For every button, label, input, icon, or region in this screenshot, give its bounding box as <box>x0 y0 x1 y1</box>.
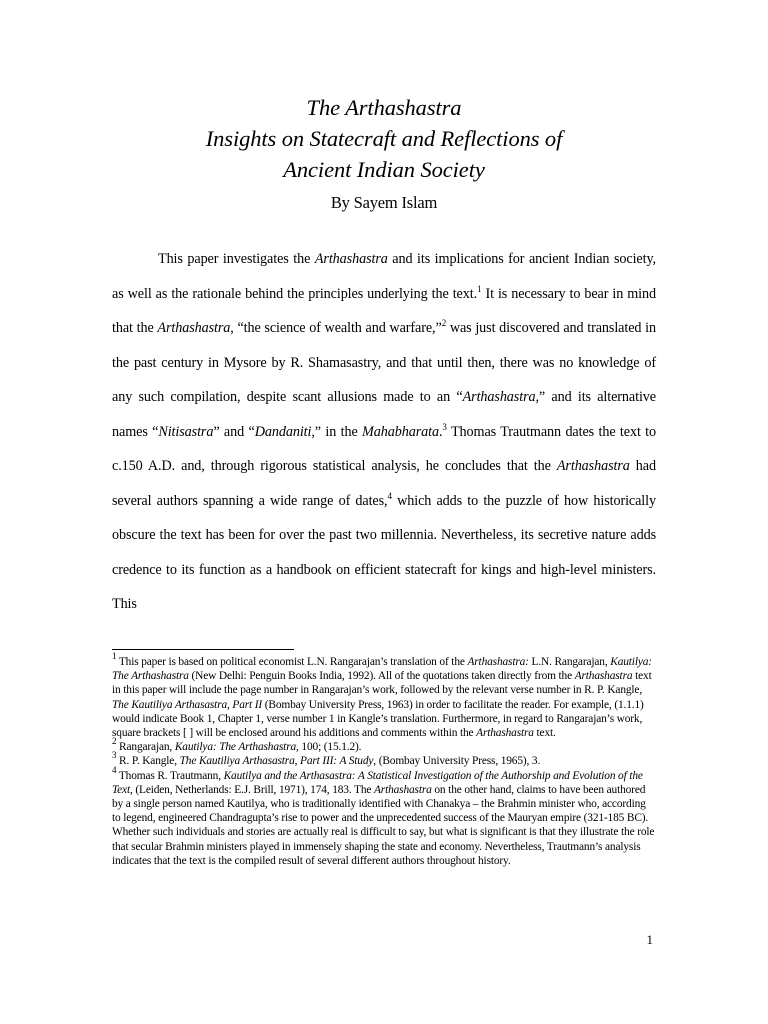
italic-term: Arthashastra <box>314 251 388 267</box>
footnote-italic: The Kautiliya Arthasastra, Part III: A Study <box>179 755 374 768</box>
footnote-2 <box>112 736 656 754</box>
footnote-text: Rangarajan, <box>116 741 175 754</box>
italic-term: Arthashastra <box>157 320 231 336</box>
footnote-number: 2 <box>112 736 117 747</box>
body-text-run: . <box>438 423 443 440</box>
body-text-run: ,” and its alternative names “ <box>112 389 656 440</box>
body-text-run: Thomas Trautmann dates the text to c.150 A.D. and, through rigorous statistical analysis, he concludes that the <box>112 423 657 474</box>
title-line-1: The Arthashastra <box>306 95 462 120</box>
footnote-text: on the other hand, claims to have been authored by a single person named Kautilya, who is traditionally identified with Chanakya – the Brahmin minister who, according to legend, engineered Chandragupta’s rise to power and the unprecedented success of the Mauryan empire (321-185 BC). Whether such individuals and stories are actually real is difficult to say, but what is significant is that they illustrate the role that secular Brahmin ministers played in immensely shaping the state and economy. Nevertheless, Trautmann’s analysis indicates that the text is the compiled result of several different authors throughout history. <box>112 783 655 867</box>
body-text-run: which adds to the puzzle of how historically obscure the text has been for over the past two millennia. Nevertheless, its secretive nature adds credence to its function as a handbook on efficient statecraft for kings and high-level ministers. This <box>112 492 656 612</box>
footnote-text: (New Delhi: Penguin Books India, 1992). All of the quotations taken directly from the <box>188 670 575 683</box>
footnote-text: L.N. Rangarajan, <box>528 656 611 668</box>
footnote-text: Thomas R. Trautmann, <box>116 769 224 782</box>
footnote-italic: Arthashastra: <box>467 656 529 668</box>
footnote-ref-2[interactable]: 2 <box>441 318 447 328</box>
italic-term: Mahabharata <box>362 423 439 440</box>
footnote-number: 1 <box>112 651 117 661</box>
italic-term: Dandaniti <box>254 423 312 440</box>
body-text-run: had several authors spanning a wide range of dates, <box>112 458 656 509</box>
italic-term: Arthashastra <box>556 458 630 474</box>
footnote-number: 4 <box>112 764 117 775</box>
footnote-italic: Arthashastra <box>373 783 432 796</box>
footnote-4 <box>112 764 656 868</box>
title-line-2: Insights on Statecraft and Reflections of <box>205 126 563 151</box>
body-text-run: , “the science of wealth and warfare,” <box>230 320 442 336</box>
body-text-run: was just discovered and translated in the past century in Mysore by R. Shamasastry, and that until then, there was no knowledge of any such compilation, despite scant allusions made to an “ <box>112 320 656 405</box>
paper-title <box>0 92 768 185</box>
footnote-italic: The Kautiliya Arthasastra, Part II <box>112 698 263 711</box>
footnote-text: R. P. Kangle, <box>116 755 180 768</box>
footnotes-section <box>112 651 656 868</box>
body-text-run: and its implications for ancient Indian society, as well as the rationale behind the principles underlying the text. <box>112 251 656 302</box>
footnote-italic: Arthashastra <box>476 727 534 740</box>
footnote-text: text in this paper will include the page number in Rangarajan’s work, followed by the relevant verse number in R. P. Kangle, <box>112 670 652 697</box>
title-line-3: Ancient Indian Society <box>283 157 485 182</box>
italic-term: Nitisastra <box>158 423 214 440</box>
footnote-ref-3[interactable]: 3 <box>442 421 447 432</box>
footnote-italic: Kautilya: The Arthashastra <box>174 741 297 754</box>
footnote-1 <box>112 651 656 740</box>
body-paragraph <box>112 242 656 622</box>
footnote-ref-4[interactable]: 4 <box>387 490 392 501</box>
author-byline: By Sayem Islam <box>330 193 438 212</box>
body-text-run: This paper investigates the <box>158 251 315 267</box>
footnote-ref-1[interactable]: 1 <box>477 283 482 294</box>
footnote-text: , 100; (15.1.2). <box>296 741 362 754</box>
footnote-number: 3 <box>112 750 117 761</box>
body-text-run: ” and “ <box>213 423 255 440</box>
footnote-text: , (Leiden, Netherlands: E.J. Brill, 1971), 174, 183. The <box>129 783 374 796</box>
footnote-3 <box>112 750 656 768</box>
footnote-text: (Bombay University Press, 1963) in order to facilitate the reader. For example, (1.1.1) would indicate Book 1, Chapter 1, verse number 1 in Kangle’s translation. Furthermore, in regard to Rangarajan’s work, square brackets [ ] will be enclosed around his additions and comments within the <box>112 698 644 740</box>
italic-term: Arthashastra <box>462 389 536 405</box>
footnote-text: text. <box>533 727 556 740</box>
footnote-text: This paper is based on political economist L.N. Rangarajan’s translation of the <box>116 656 468 668</box>
footnote-italic: Arthashastra <box>574 670 633 683</box>
footnote-text: , (Bombay University Press, 1965), 3. <box>373 755 541 768</box>
footnote-italic: Kautilya and the Arthasastra: A Statistical Investigation of the Authorship and Evolution of the Text <box>112 769 643 796</box>
page-number: 1 <box>646 932 653 947</box>
body-text-run: It is necessary to bear in mind that the <box>112 285 656 336</box>
footnote-italic: Kautilya: The Arthashastra <box>112 656 652 683</box>
footnote-separator <box>112 649 294 650</box>
body-text-run: ,” in the <box>311 423 363 440</box>
